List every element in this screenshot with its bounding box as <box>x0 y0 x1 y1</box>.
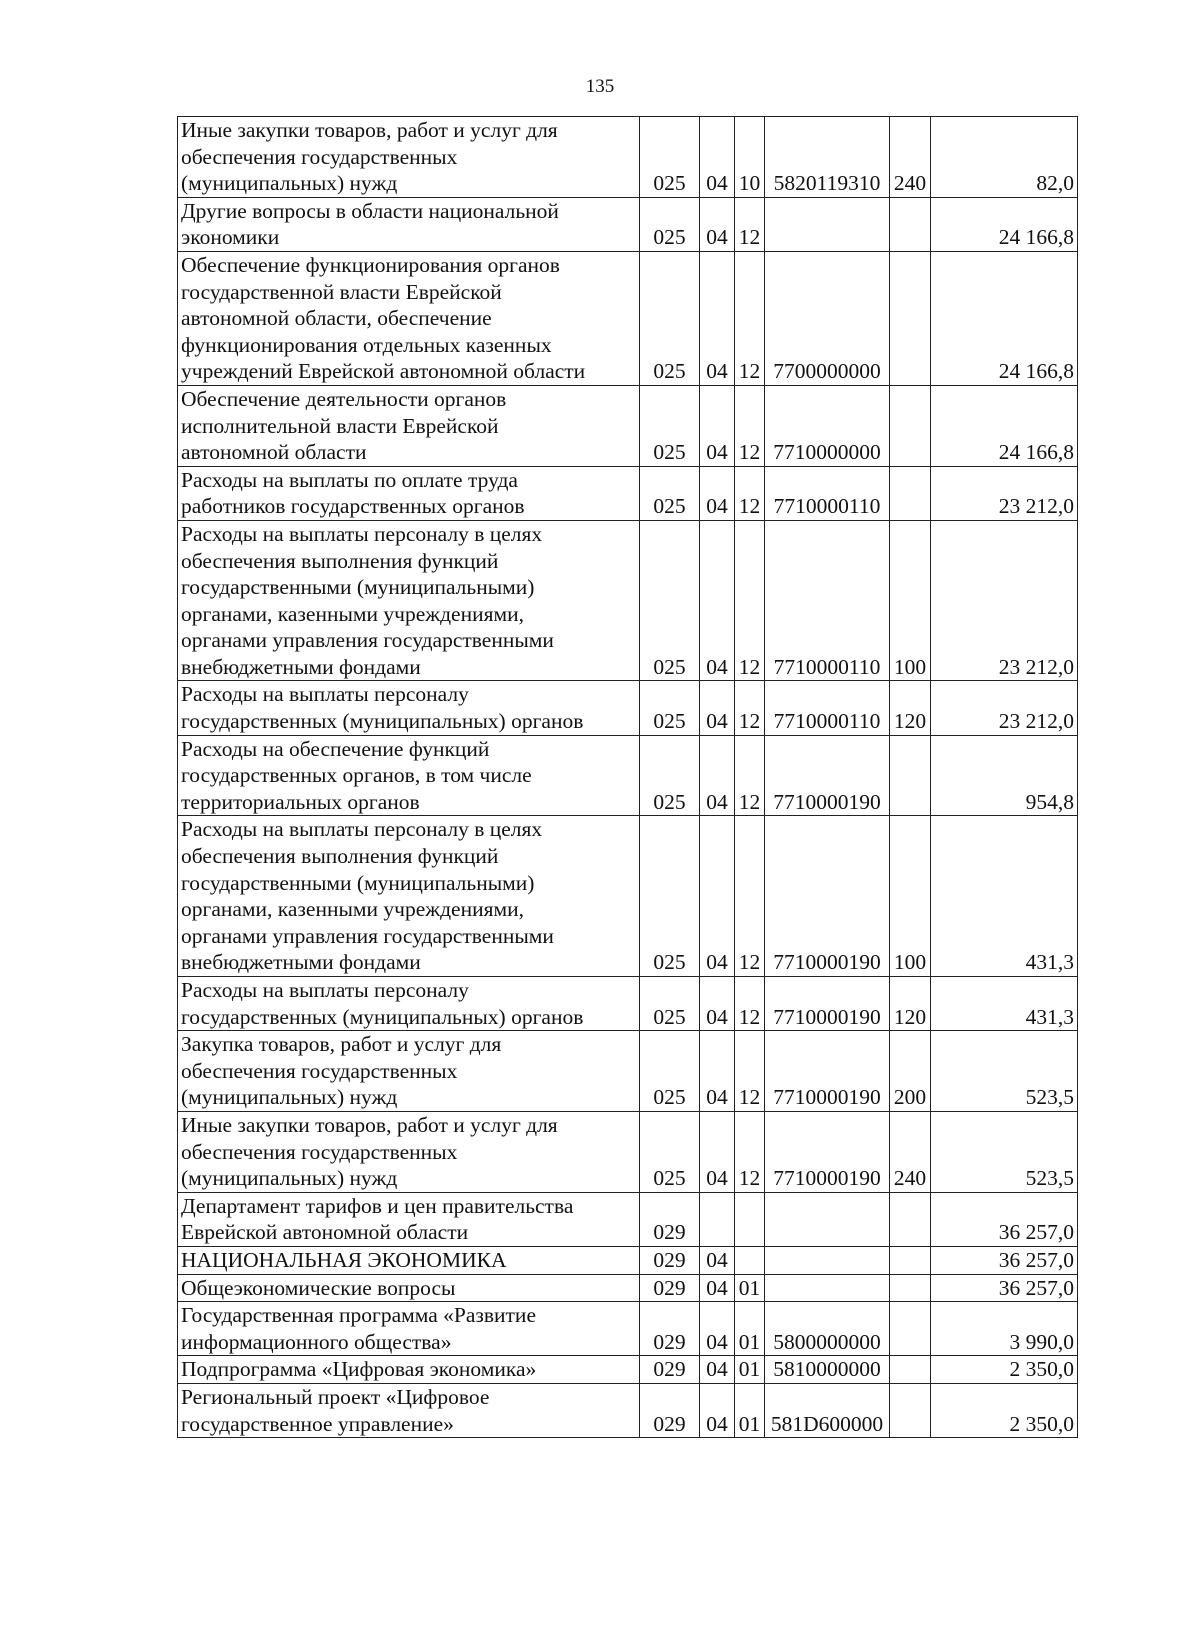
cell-ved: 025 <box>640 466 700 520</box>
name-line: учреждений Еврейской автономной области <box>181 359 586 384</box>
name-line: Расходы на выплаты персоналу в целях <box>181 817 543 842</box>
name-line: государственными (муниципальными) <box>181 870 535 895</box>
cell-ved: 025 <box>640 1111 700 1192</box>
cell-razdel: 04 <box>700 466 735 520</box>
budget-table <box>177 116 1078 1438</box>
table-row <box>178 977 1078 1031</box>
cell-amount: 954,8 <box>931 735 1078 816</box>
name-line: Государственная программа «Развитие <box>181 1303 536 1328</box>
cell-razdel: 04 <box>700 520 735 681</box>
cell-target-article: 7710000190 <box>765 816 890 977</box>
table-row <box>178 816 1078 977</box>
cell-razdel: 04 <box>700 1031 735 1112</box>
table-row <box>178 251 1078 385</box>
name-line: автономной области, обеспечение <box>181 306 492 331</box>
cell-ved: 029 <box>640 1246 700 1274</box>
name-line: органами, казенными учреждениями, <box>181 601 524 626</box>
name-line: Подпрограмма «Цифровая экономика» <box>181 1357 537 1382</box>
page-number: 135 <box>585 76 615 97</box>
name-line: государственных (муниципальных) органов <box>181 709 584 734</box>
cell-expense-type <box>890 1302 931 1356</box>
cell-name <box>178 1302 640 1356</box>
cell-name <box>178 1356 640 1384</box>
table-row <box>178 1274 1078 1302</box>
cell-razdel <box>700 1192 735 1246</box>
name-line: государственных органов, в том числе <box>181 763 532 788</box>
cell-expense-type <box>890 1246 931 1274</box>
table-row <box>178 117 1078 198</box>
cell-podrazdel: 12 <box>735 816 765 977</box>
cell-target-article: 581D600000 <box>765 1383 890 1437</box>
name-line: НАЦИОНАЛЬНАЯ ЭКОНОМИКА <box>181 1247 507 1272</box>
name-line: обеспечения государственных <box>181 1058 458 1083</box>
cell-target-article: 7710000000 <box>765 385 890 466</box>
cell-podrazdel: 01 <box>735 1383 765 1437</box>
cell-razdel: 04 <box>700 816 735 977</box>
cell-amount: 36 257,0 <box>931 1274 1078 1302</box>
cell-amount: 24 166,8 <box>931 385 1078 466</box>
cell-target-article: 7710000110 <box>765 681 890 735</box>
cell-ved: 029 <box>640 1302 700 1356</box>
table-row <box>178 1192 1078 1246</box>
cell-name <box>178 977 640 1031</box>
cell-ved: 029 <box>640 1192 700 1246</box>
cell-amount: 2 350,0 <box>931 1356 1078 1384</box>
name-line: автономной области <box>181 440 367 465</box>
name-line: Обеспечение функционирования органов <box>181 252 560 277</box>
name-line: экономики <box>181 225 280 250</box>
cell-podrazdel: 01 <box>735 1302 765 1356</box>
cell-name <box>178 1111 640 1192</box>
cell-ved: 029 <box>640 1274 700 1302</box>
table-row <box>178 385 1078 466</box>
cell-target-article: 7710000190 <box>765 1111 890 1192</box>
cell-razdel: 04 <box>700 1274 735 1302</box>
cell-expense-type: 240 <box>890 1111 931 1192</box>
cell-podrazdel: 01 <box>735 1274 765 1302</box>
table-row <box>178 1383 1078 1437</box>
cell-podrazdel: 12 <box>735 385 765 466</box>
cell-razdel: 04 <box>700 977 735 1031</box>
name-line: Иные закупки товаров, работ и услуг для <box>181 1112 558 1137</box>
name-line: обеспечения государственных <box>181 144 458 169</box>
cell-ved: 025 <box>640 251 700 385</box>
cell-expense-type <box>890 385 931 466</box>
cell-target-article <box>765 197 890 251</box>
cell-amount: 523,5 <box>931 1111 1078 1192</box>
cell-expense-type <box>890 197 931 251</box>
cell-ved: 029 <box>640 1356 700 1384</box>
cell-name <box>178 735 640 816</box>
table-row <box>178 735 1078 816</box>
name-line: государственное управление» <box>181 1411 454 1436</box>
name-line: Еврейской автономной области <box>181 1220 469 1245</box>
cell-name <box>178 117 640 198</box>
cell-target-article: 7710000110 <box>765 520 890 681</box>
cell-amount: 24 166,8 <box>931 197 1078 251</box>
name-line: обеспечения выполнения функций <box>181 844 499 869</box>
name-line: (муниципальных) нужд <box>181 1166 398 1191</box>
cell-target-article: 7700000000 <box>765 251 890 385</box>
cell-target-article <box>765 1274 890 1302</box>
name-line: Общеэкономические вопросы <box>181 1275 456 1300</box>
cell-expense-type <box>890 1356 931 1384</box>
cell-expense-type: 120 <box>890 977 931 1031</box>
cell-name <box>178 197 640 251</box>
cell-expense-type: 100 <box>890 520 931 681</box>
cell-amount: 23 212,0 <box>931 466 1078 520</box>
name-line: Департамент тарифов и цен правительства <box>181 1193 574 1218</box>
cell-amount: 431,3 <box>931 816 1078 977</box>
cell-podrazdel: 12 <box>735 466 765 520</box>
cell-target-article: 7710000190 <box>765 735 890 816</box>
cell-razdel: 04 <box>700 1356 735 1384</box>
cell-name <box>178 816 640 977</box>
table-row <box>178 1111 1078 1192</box>
cell-amount: 23 212,0 <box>931 681 1078 735</box>
cell-ved: 025 <box>640 117 700 198</box>
cell-target-article: 5810000000 <box>765 1356 890 1384</box>
table-row <box>178 1302 1078 1356</box>
name-line: органами управления государственными <box>181 628 554 653</box>
cell-podrazdel: 12 <box>735 681 765 735</box>
name-line: Расходы на выплаты персоналу в целях <box>181 521 543 546</box>
name-line: Расходы на выплаты персоналу <box>181 978 469 1002</box>
cell-target-article <box>765 1246 890 1274</box>
name-line: внебюджетными фондами <box>181 950 421 975</box>
cell-name <box>178 466 640 520</box>
table-row <box>178 1356 1078 1384</box>
table-row <box>178 1031 1078 1112</box>
cell-ved: 025 <box>640 385 700 466</box>
table-row <box>178 520 1078 681</box>
name-line: (муниципальных) нужд <box>181 171 398 196</box>
name-line: Иные закупки товаров, работ и услуг для <box>181 118 558 142</box>
cell-expense-type <box>890 1383 931 1437</box>
name-line: государственных (муниципальных) органов <box>181 1004 584 1029</box>
cell-razdel: 04 <box>700 251 735 385</box>
cell-podrazdel: 01 <box>735 1356 765 1384</box>
cell-expense-type: 200 <box>890 1031 931 1112</box>
name-line: обеспечения выполнения функций <box>181 548 499 573</box>
cell-podrazdel: 12 <box>735 251 765 385</box>
name-line: внебюджетными фондами <box>181 654 421 679</box>
name-line: работников государственных органов <box>181 494 525 519</box>
cell-name <box>178 520 640 681</box>
name-line: территориальных органов <box>181 789 420 814</box>
cell-expense-type <box>890 735 931 816</box>
cell-target-article <box>765 1192 890 1246</box>
name-line: Другие вопросы в области национальной <box>181 198 559 223</box>
cell-expense-type: 100 <box>890 816 931 977</box>
cell-name <box>178 1192 640 1246</box>
cell-expense-type: 120 <box>890 681 931 735</box>
name-line: органами, казенными учреждениями, <box>181 897 524 922</box>
table-row <box>178 466 1078 520</box>
cell-amount: 36 257,0 <box>931 1192 1078 1246</box>
cell-razdel: 04 <box>700 1246 735 1274</box>
cell-amount: 23 212,0 <box>931 520 1078 681</box>
cell-target-article: 5820119310 <box>765 117 890 198</box>
cell-amount: 2 350,0 <box>931 1383 1078 1437</box>
cell-amount: 523,5 <box>931 1031 1078 1112</box>
table-row <box>178 681 1078 735</box>
cell-podrazdel: 10 <box>735 117 765 198</box>
cell-podrazdel: 12 <box>735 977 765 1031</box>
cell-target-article: 7710000190 <box>765 977 890 1031</box>
cell-expense-type <box>890 1274 931 1302</box>
cell-expense-type <box>890 466 931 520</box>
cell-name <box>178 1031 640 1112</box>
cell-razdel: 04 <box>700 117 735 198</box>
name-line: функционирования отдельных казенных <box>181 332 552 357</box>
name-line: государственной власти Еврейской <box>181 279 502 304</box>
cell-razdel: 04 <box>700 735 735 816</box>
cell-ved: 029 <box>640 1383 700 1437</box>
cell-podrazdel: 12 <box>735 1111 765 1192</box>
cell-ved: 025 <box>640 197 700 251</box>
cell-razdel: 04 <box>700 1383 735 1437</box>
cell-razdel: 04 <box>700 1302 735 1356</box>
cell-amount: 3 990,0 <box>931 1302 1078 1356</box>
cell-target-article: 7710000110 <box>765 466 890 520</box>
name-line: Расходы на выплаты по оплате труда <box>181 467 518 492</box>
cell-razdel: 04 <box>700 681 735 735</box>
name-line: Расходы на выплаты персоналу <box>181 682 469 707</box>
cell-ved: 025 <box>640 735 700 816</box>
cell-ved: 025 <box>640 681 700 735</box>
name-line: государственными (муниципальными) <box>181 575 535 600</box>
cell-razdel: 04 <box>700 197 735 251</box>
name-line: органами управления государственными <box>181 923 554 948</box>
name-line: обеспечения государственных <box>181 1139 458 1164</box>
cell-amount: 82,0 <box>931 117 1078 198</box>
cell-expense-type <box>890 1192 931 1246</box>
cell-amount: 431,3 <box>931 977 1078 1031</box>
cell-podrazdel <box>735 1192 765 1246</box>
name-line: Региональный проект «Цифровое <box>181 1384 490 1409</box>
cell-expense-type <box>890 251 931 385</box>
cell-ved: 025 <box>640 816 700 977</box>
table-row <box>178 197 1078 251</box>
cell-name <box>178 1246 640 1274</box>
cell-amount: 36 257,0 <box>931 1246 1078 1274</box>
cell-podrazdel: 12 <box>735 1031 765 1112</box>
cell-target-article: 7710000190 <box>765 1031 890 1112</box>
name-line: Обеспечение деятельности органов <box>181 386 507 411</box>
cell-podrazdel <box>735 1246 765 1274</box>
cell-podrazdel: 12 <box>735 197 765 251</box>
cell-target-article: 5800000000 <box>765 1302 890 1356</box>
name-line: информационного общества» <box>181 1329 452 1354</box>
cell-ved: 025 <box>640 977 700 1031</box>
cell-podrazdel: 12 <box>735 735 765 816</box>
budget-table-body <box>178 117 1078 1438</box>
cell-ved: 025 <box>640 520 700 681</box>
cell-razdel: 04 <box>700 1111 735 1192</box>
cell-name <box>178 1383 640 1437</box>
name-line: исполнительной власти Еврейской <box>181 413 499 438</box>
cell-name <box>178 681 640 735</box>
name-line: (муниципальных) нужд <box>181 1085 398 1110</box>
cell-amount: 24 166,8 <box>931 251 1078 385</box>
cell-ved: 025 <box>640 1031 700 1112</box>
cell-podrazdel: 12 <box>735 520 765 681</box>
cell-name <box>178 251 640 385</box>
cell-expense-type: 240 <box>890 117 931 198</box>
table-row <box>178 1246 1078 1274</box>
name-line: Расходы на обеспечение функций <box>181 736 490 761</box>
cell-razdel: 04 <box>700 385 735 466</box>
cell-name <box>178 1274 640 1302</box>
name-line: Закупка товаров, работ и услуг для <box>181 1032 502 1057</box>
cell-name <box>178 385 640 466</box>
